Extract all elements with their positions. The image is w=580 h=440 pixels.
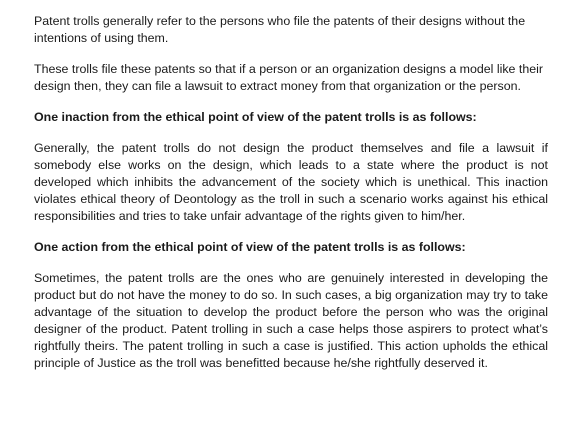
heading-action: One action from the ethical point of view of the patent trolls is as follows: <box>34 240 466 254</box>
paragraph-definition: Patent trolls generally refer to the persons who file the patents of their designs without the intentions of using them. <box>34 14 526 45</box>
document-body <box>34 13 548 386</box>
paragraph-inaction: Generally, the patent trolls do not design the product themselves and file a lawsuit if somebody else works on the design, which leads to a state where the product is not developed which inhibits the advancement of the society which is unethical. This inaction violates ethical theory of Deontology as the troll in such a scenario works against his ethical responsibilities and tries to take unfair advantage of the rights given to him/her. <box>34 141 548 223</box>
paragraph-action: Sometimes, the patent trolls are the ones who are genuinely interested in developing the product but do not have the money to do so. In such cases, a big organization may try to take advantage of the situation to develop the product before the person who was the original designer of the product. Patent trolling in such a case helps those aspirers to protect what’s rightfully theirs. The patent trolling in such a case is justified. This action upholds the ethical principle of Justice as the troll was benefitted because he/she rightfully deserved it. <box>34 271 548 370</box>
heading-inaction: One inaction from the ethical point of view of the patent trolls is as follows: <box>34 110 477 124</box>
paragraph-purpose: These trolls file these patents so that if a person or an organization designs a model like their design then, they can file a lawsuit to extract money from that organization or the person. <box>34 62 543 93</box>
